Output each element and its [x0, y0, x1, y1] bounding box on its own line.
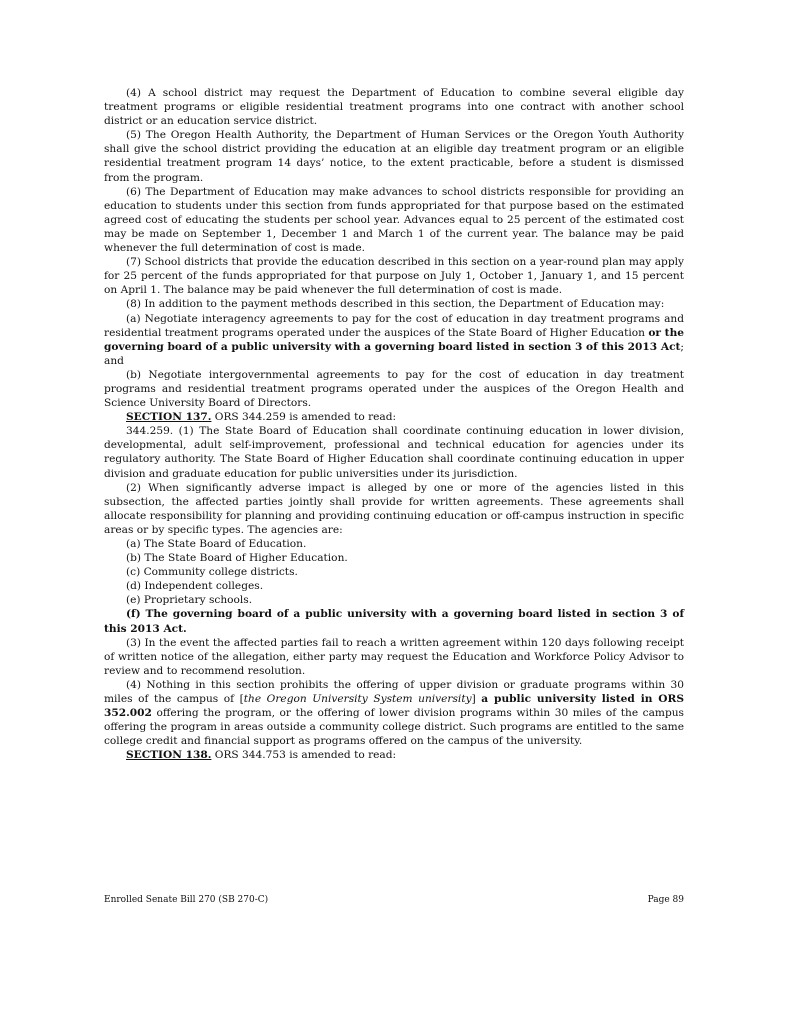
bill-name: Enrolled Senate Bill 270 (SB 270-C) [104, 895, 269, 905]
paragraph-8: (8) In addition to the payment methods described in this section, the Department of Education may: [126, 298, 665, 311]
deleted-text: the Oregon University System university [243, 693, 472, 706]
ors-344-259-1: 344.259. (1) The State Board of Education shall coordinate continuing education in lower division, developmental, adult self-improvement, professional and technical education for agencies under its regulatory authority. The State Board of Higher Education shall coordinate continuing education in upper division and graduate education for public universities under its jurisdiction. [104, 425, 684, 480]
paragraph-7: (7) School districts that provide the education described in this section on a year-round plan may apply for 25 percent of the funds appropriated for that purpose on July 1, October 1, January 1, and 15 percent on April 1. The balance may be paid whenever the full determination of cost is made. [104, 256, 684, 297]
list-item: (d) Independent colleges. [126, 580, 264, 593]
list-item-amendment [104, 607, 684, 635]
section-138-label: SECTION 138. [126, 749, 212, 762]
section-137-heading [104, 410, 684, 424]
list-item: (c) Community college districts. [126, 566, 298, 579]
list-item: (a) The State Board of Education. [126, 538, 307, 550]
page-footer [104, 895, 684, 905]
paragraph-8b: (b) Negotiate intergovernmental agreements to pay for the cost of education in day treatment programs and residential treatment programs operated under the auspices of the Oregon Health and Science University Board of Directors. [104, 368, 684, 410]
document-body [104, 86, 684, 763]
ors-344-259-3: (3) In the event the affected parties fail to reach a written agreement within 120 days following receipt of written notice of the allegation, either party may request the Education and Workforce Policy Advisor to review and to recommend resolution. [104, 636, 684, 677]
page-number: Page 89 [647, 895, 684, 905]
paragraph-8a-amendment: or the governing board of a public university with a governing board listed in section 3 of this 2013 Act [104, 326, 685, 353]
section-137-text: ORS 344.259 is amended to read: [211, 411, 397, 424]
section-137-label: SECTION 137. [126, 411, 212, 424]
section-138-text: ORS 344.753 is amended to read: [211, 749, 397, 762]
ors-344-259-2: (2) When significantly adverse impact is alleged by one or more of the agencies listed in this subsection, the affected parties jointly shall provide for written agreements. These agreements shall allocate responsibility for planning and providing continuing education or off-campus instruction in specific areas or by specific types. The agencies are: [104, 481, 684, 536]
paragraph-4-text: (4) Nothing in this section prohibits the offering of upper division or graduate programs within 30 miles of the campus of [ [104, 678, 684, 706]
amended-text: a public university listed in ORS 352.002 [104, 693, 684, 720]
list-item: (b) The State Board of Higher Education. [126, 552, 348, 565]
bracket-close: ] [471, 693, 482, 706]
ors-344-259-4 [104, 678, 684, 748]
paragraph-5: (5) The Oregon Health Authority, the Department of Human Services or the Oregon Youth Authority shall give the school district providing the education at an eligible day treatment program or an eligible residential treatment program 14 days’ notice, to the extent practicable, before a student is dismissed from the program. [104, 129, 684, 184]
section-138-heading [104, 748, 684, 762]
paragraph-8a [104, 312, 684, 368]
paragraph-8a-text: (a) Negotiate interagency agreements to pay for the cost of education in day treatment programs and residential treatment programs operated under the auspices of the State Board of Higher Education [104, 312, 684, 339]
paragraph-6: (6) The Department of Education may make advances to school districts responsible for providing an education to students under this section from funds appropriated for that purpose based on the estimated agreed cost of educating the students per school year. Advances equal to 25 percent of the estimated cost may be made on September 1, December 1 and March 1 of the current year. The balance may be paid whenever the full determination of cost is made. [104, 185, 684, 255]
paragraph-4-end: offering the program, or the offering of lower division programs within 30 miles of the campus offering the program in areas outside a community college district. Such programs are entitled to the same college credit and financial support as programs offered on the campus of the university. [104, 707, 684, 748]
list-item-f: (f) The governing board of a public university with a governing board listed in section 3 of this 2013 Act. [104, 608, 684, 635]
paragraph-8a-end: ; and [104, 340, 684, 367]
paragraph-4: (4) A school district may request the Department of Education to combine several eligible day treatment programs or eligible residential treatment programs into one contract with another school district or an education service district. [104, 87, 684, 128]
list-item: (e) Proprietary schools. [126, 594, 253, 607]
